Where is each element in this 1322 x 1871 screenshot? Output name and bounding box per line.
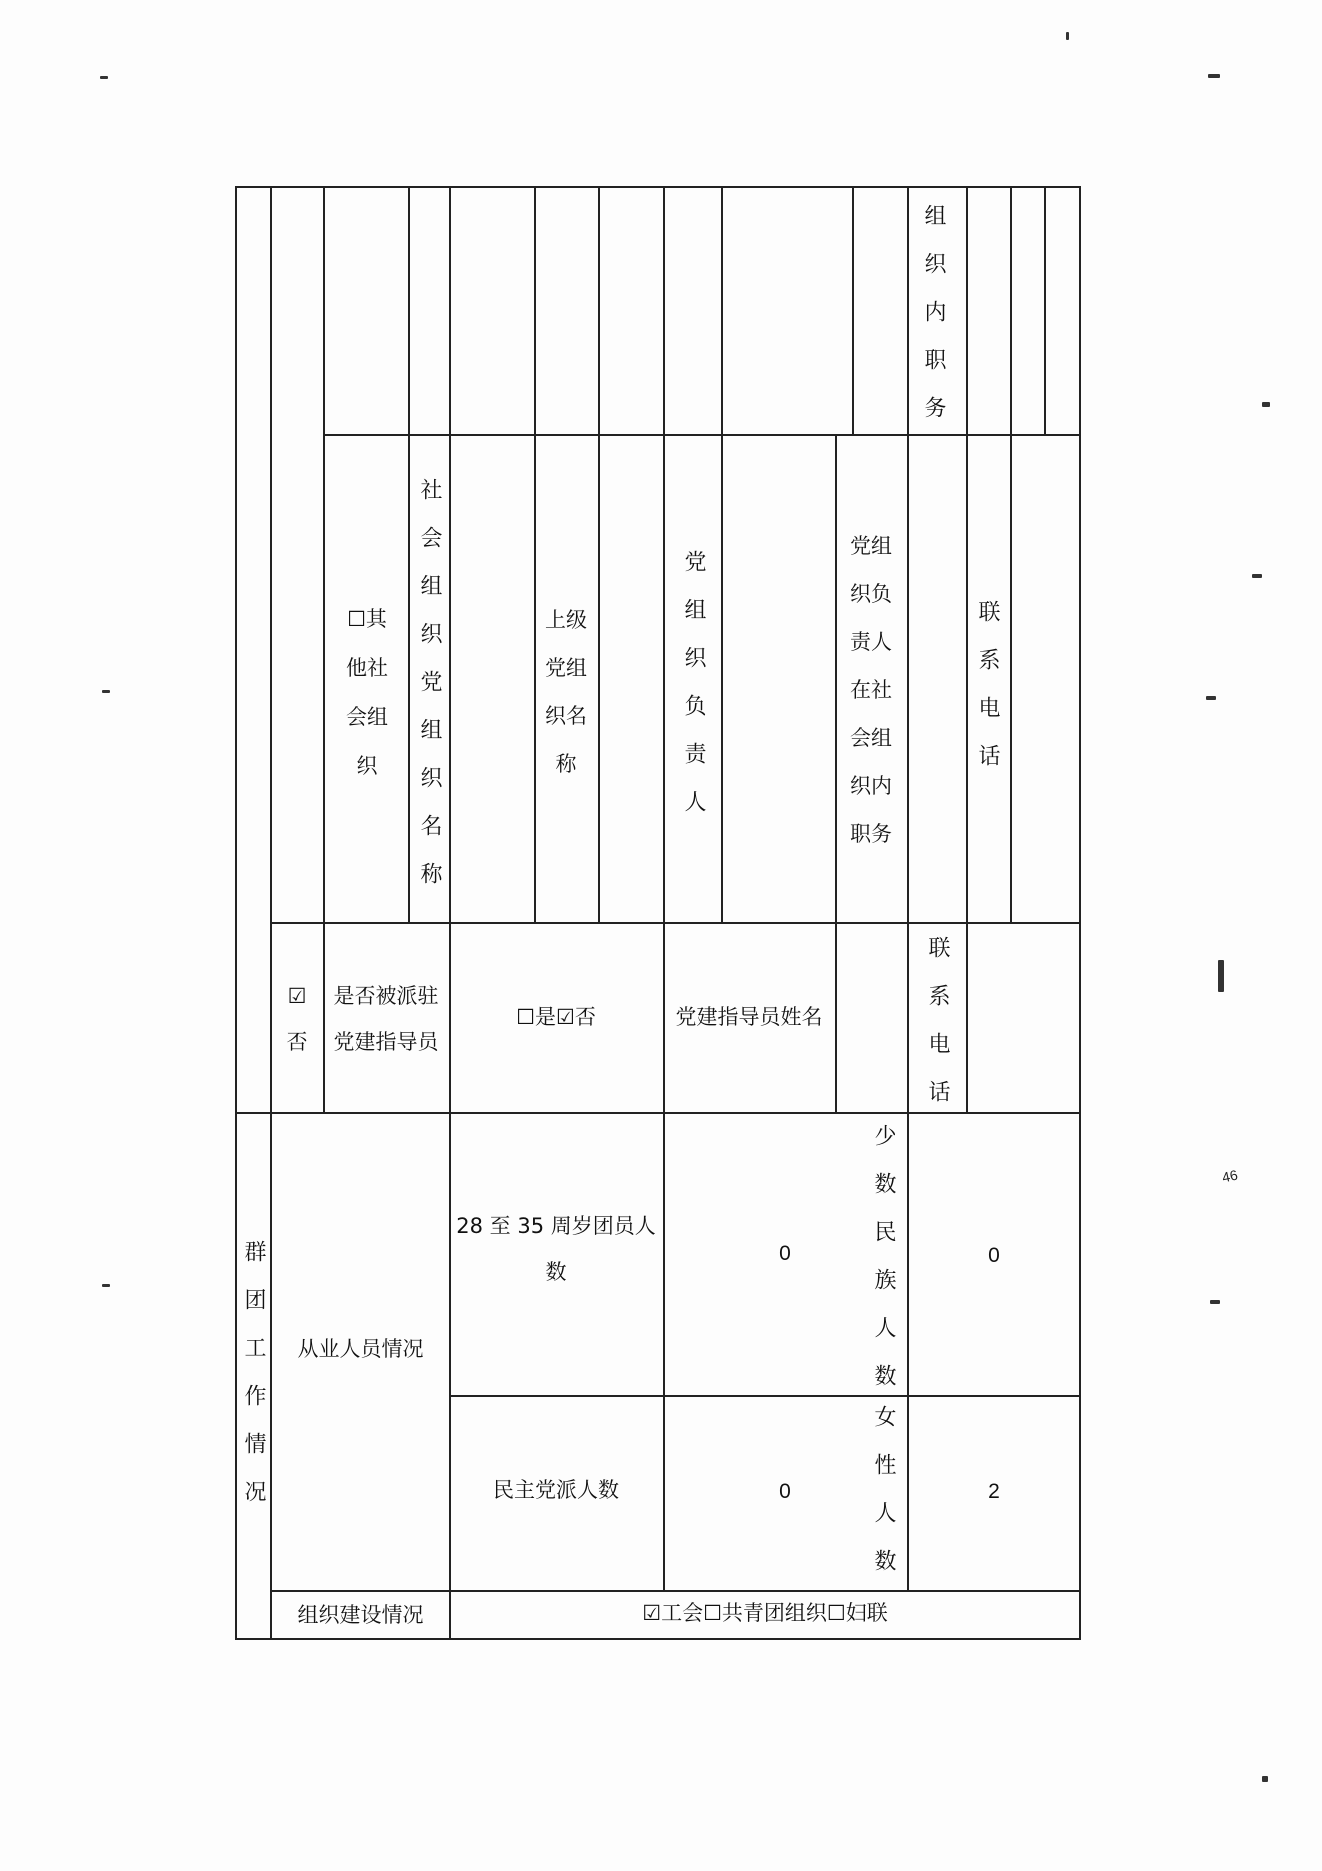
female-count-label: 女性人数 — [871, 1405, 896, 1597]
scan-speck — [1262, 1776, 1268, 1782]
instructor-contact-phone-label: 联系电话 — [925, 936, 950, 1128]
other-social-org-label: ☐其 他社 会组 织 — [346, 607, 388, 778]
org-position-header: 组织内职务 — [921, 204, 946, 444]
grid-line — [534, 186, 536, 922]
no-checkbox: ☑ 否 — [286, 984, 308, 1054]
democratic-party-value: 0 — [779, 1480, 791, 1503]
grid-line — [270, 186, 272, 1640]
grid-line — [235, 1112, 1081, 1114]
grid-line — [408, 186, 410, 922]
grid-line — [1044, 186, 1046, 434]
contact-phone-header: 联系电话 — [975, 600, 1000, 792]
grid-line — [449, 1395, 1081, 1397]
is-instructor-assigned-value: ☐是☑否 — [516, 1005, 596, 1029]
grid-line — [449, 186, 451, 1640]
mass-org-section-label: 群团工作情况 — [241, 1240, 266, 1528]
league-members-label: 28 至 35 周岁团员人 数 — [456, 1214, 656, 1284]
scan-speck — [102, 1284, 110, 1287]
scan-speck — [1218, 960, 1224, 992]
table-frame — [235, 186, 1081, 1640]
grid-line — [907, 186, 909, 1590]
league-members-value: 0 — [779, 1242, 791, 1265]
scan-speck — [1210, 1300, 1220, 1304]
grid-line — [323, 434, 1081, 436]
scan-speck — [1252, 574, 1262, 578]
grid-line — [721, 186, 723, 922]
democratic-party-label: 民主党派人数 — [493, 1478, 619, 1502]
ethnic-minority-value: 0 — [988, 1244, 1000, 1267]
grid-line — [1010, 186, 1012, 922]
org-building-value: ☑工会☐共青团组织☐妇联 — [642, 1601, 888, 1625]
superior-party-org-name-header: 上级 党组 织名 称 — [545, 608, 587, 776]
instructor-name-label: 党建指导员姓名 — [675, 1005, 823, 1029]
is-instructor-assigned-label: 是否被派驻 党建指导员 — [333, 984, 439, 1054]
scan-speck — [1066, 32, 1069, 40]
grid-line — [966, 186, 968, 1112]
female-count-value: 2 — [988, 1480, 1000, 1503]
grid-line — [663, 186, 665, 1590]
scan-speck — [1208, 74, 1220, 78]
scan-speck — [1262, 402, 1270, 407]
grid-line — [852, 186, 854, 434]
leader-position-header: 党组 织负 责人 在社 会组 织内 职务 — [850, 534, 892, 846]
scan-speck — [100, 76, 108, 79]
social-org-party-name-header: 社会组织党组织名称 — [417, 478, 442, 910]
grid-line — [270, 922, 1081, 924]
grid-line — [598, 186, 600, 922]
scan-speck — [1206, 696, 1216, 700]
margin-stamp: 46 — [1220, 1166, 1240, 1186]
ethnic-minority-label: 少数民族人数 — [871, 1124, 896, 1412]
org-building-label: 组织建设情况 — [297, 1603, 424, 1627]
scan-speck — [102, 690, 110, 693]
party-org-leader-header: 党组织负责人 — [681, 550, 706, 838]
staff-situation-label: 从业人员情况 — [297, 1337, 424, 1361]
